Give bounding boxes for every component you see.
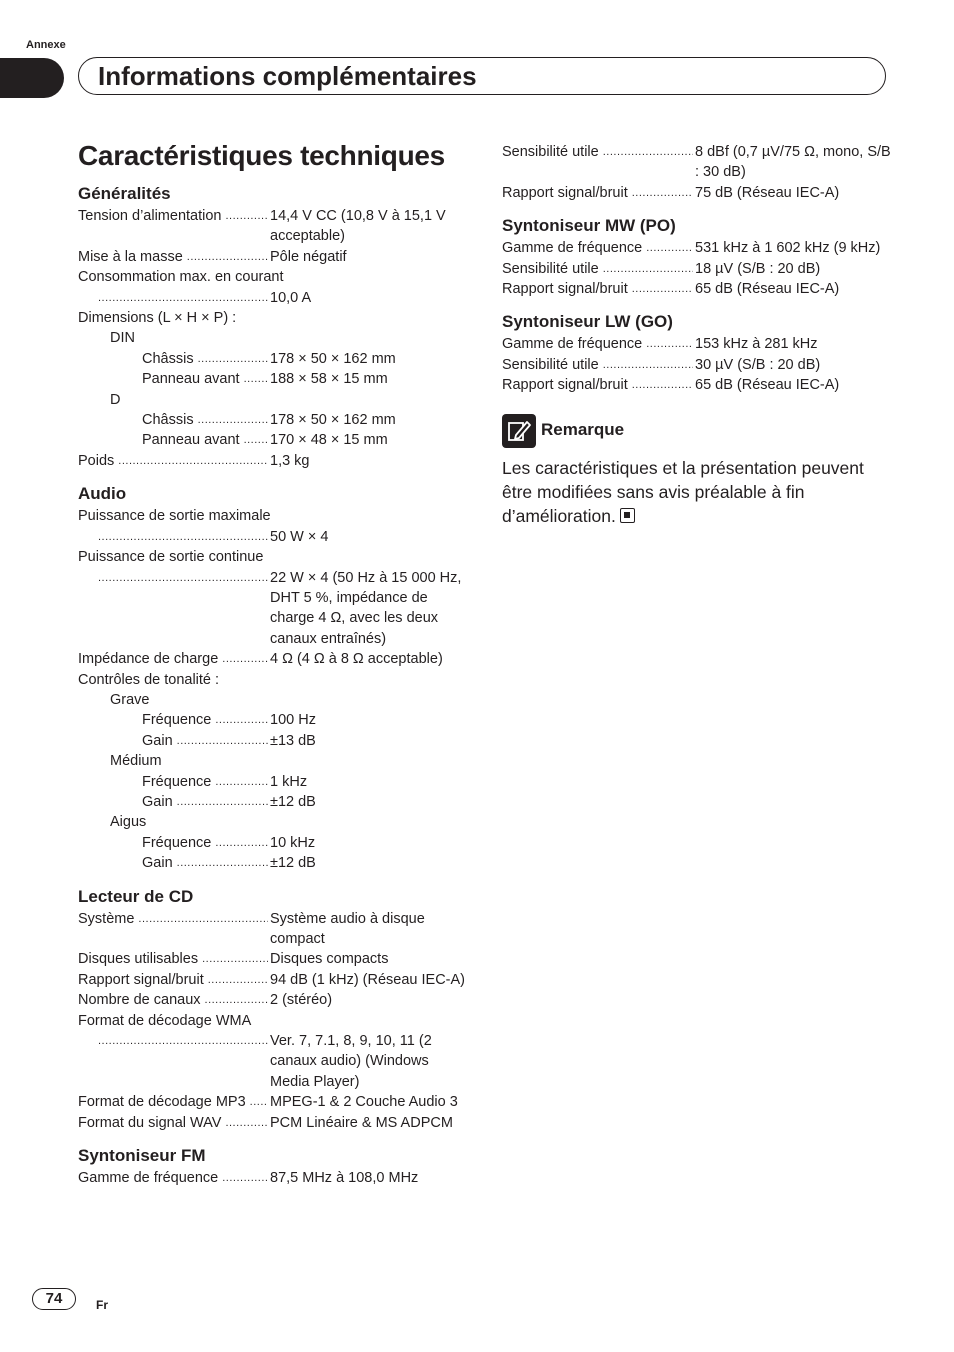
spec-label: Châssis <box>142 350 194 367</box>
spec-label: Gamme de fréquence <box>502 336 643 353</box>
spec-row <box>78 970 468 990</box>
spec-value: ±13 dB <box>270 732 316 749</box>
spec-value: 10 kHz <box>270 834 316 851</box>
spec-row <box>78 1168 468 1188</box>
dot-leader <box>118 451 268 471</box>
spec-label: Gain <box>142 732 173 749</box>
dot-leader <box>177 731 268 751</box>
dot-leader <box>98 568 268 588</box>
spec-row <box>78 833 468 853</box>
spec-row <box>78 308 468 328</box>
dot-leader <box>225 1113 268 1133</box>
spec-label: Format de décodage MP3 <box>78 1094 246 1111</box>
spec-value: Ver. 7, 7.1, 8, 9, 10, 11 (2 canaux audio) (Windows Media Player) <box>270 1033 432 1090</box>
spec-row <box>78 731 468 751</box>
spec-value: 178 × 50 × 162 mm <box>270 412 396 429</box>
dot-leader <box>632 375 693 395</box>
spec-row <box>502 238 892 258</box>
spec-row <box>78 812 468 832</box>
section-heading: Audio <box>78 484 127 504</box>
spec-value: 22 W × 4 (50 Hz à 15 000 Hz, DHT 5 %, impédance de charge 4 Ω, avec les deux canaux entraînés) <box>270 569 462 647</box>
spec-value: 100 Hz <box>270 712 316 729</box>
dot-leader <box>222 1168 268 1188</box>
spec-label: Médium <box>110 753 162 770</box>
note-text <box>502 456 872 528</box>
dot-leader <box>98 1031 268 1051</box>
spec-row <box>502 259 892 279</box>
spec-label: Contrôles de tonalité : <box>78 671 220 688</box>
spec-row <box>78 649 468 669</box>
dot-leader <box>177 792 268 812</box>
dot-leader <box>198 410 268 430</box>
spec-row <box>78 288 468 308</box>
dot-leader <box>603 142 693 162</box>
spec-row <box>78 568 468 650</box>
spec-value: 94 dB (1 kHz) (Réseau IEC-A) <box>270 971 466 988</box>
spec-row <box>78 527 468 547</box>
spec-row <box>78 328 468 348</box>
end-mark-icon <box>620 508 635 523</box>
spec-label: Dimensions (L × H × P) : <box>78 310 237 327</box>
spec-row <box>78 949 468 969</box>
spec-row <box>78 369 468 389</box>
spec-label: Fréquence <box>142 834 212 851</box>
section-heading: Généralités <box>78 184 171 203</box>
spec-label: D <box>110 391 121 408</box>
chapter-title: Informations complémentaires <box>98 61 477 91</box>
dot-leader <box>646 334 693 354</box>
spec-value: 153 kHz à 281 kHz <box>695 336 818 353</box>
spec-label: Gamme de fréquence <box>78 1170 219 1187</box>
spec-label: Panneau avant <box>142 432 240 449</box>
dot-leader <box>244 430 268 450</box>
spec-value: PCM Linéaire & MS ADPCM <box>270 1114 453 1131</box>
spec-label: Puissance de sortie maximale <box>78 508 271 525</box>
spec-value: 14,4 V CC (10,8 V à 15,1 V acceptable) <box>270 208 446 245</box>
spec-label: Poids <box>78 452 115 469</box>
dot-leader <box>646 238 693 258</box>
dot-leader <box>632 183 693 203</box>
spec-value: 8 dBf (0,7 µV/75 Ω, mono, S/B : 30 dB) <box>695 144 891 181</box>
spec-row <box>78 349 468 369</box>
spec-value: 170 × 48 × 15 mm <box>270 432 388 449</box>
spec-value: 30 µV (S/B : 20 dB) <box>695 356 821 373</box>
spec-value: Disques compacts <box>270 951 389 968</box>
spec-row <box>78 267 468 287</box>
spec-label: Disques utilisables <box>78 951 199 968</box>
spec-value: 531 kHz à 1 602 kHz (9 kHz) <box>695 240 881 257</box>
spec-row <box>78 909 468 950</box>
spec-value: 1 kHz <box>270 773 308 790</box>
spec-label: Consommation max. en courant <box>78 269 284 286</box>
spec-row <box>78 1092 468 1112</box>
spec-row <box>502 355 892 375</box>
spec-label: Aigus <box>110 814 147 831</box>
spec-value: 188 × 58 × 15 mm <box>270 371 388 388</box>
chapter-tab <box>0 58 64 98</box>
spec-row <box>78 247 468 267</box>
spec-label: DIN <box>110 330 135 347</box>
dot-leader <box>187 247 268 267</box>
dot-leader <box>250 1092 268 1112</box>
spec-row <box>78 410 468 430</box>
dot-leader <box>222 649 268 669</box>
spec-value: Pôle négatif <box>270 248 347 265</box>
dot-leader <box>215 710 268 730</box>
spec-row <box>502 279 892 299</box>
spec-row <box>502 375 892 395</box>
spec-label: Gamme de fréquence <box>502 240 643 257</box>
dot-leader <box>225 206 268 226</box>
specs-right-column <box>502 142 892 528</box>
dot-leader <box>198 349 268 369</box>
spec-label: Châssis <box>142 412 194 429</box>
spec-label: Fréquence <box>142 773 212 790</box>
spec-row <box>502 334 892 354</box>
specs-left-column <box>78 183 468 1188</box>
spec-row <box>78 792 468 812</box>
spec-label: Rapport signal/bruit <box>502 377 628 394</box>
spec-value: 50 W × 4 <box>270 528 329 545</box>
spec-label: Gain <box>142 793 173 810</box>
spec-value: 65 dB (Réseau IEC-A) <box>695 377 840 394</box>
spec-label: Rapport signal/bruit <box>78 971 204 988</box>
spec-row <box>78 506 468 526</box>
spec-label: Rapport signal/bruit <box>502 281 628 298</box>
note-header <box>502 414 892 448</box>
dot-leader <box>177 853 268 873</box>
spec-value: 1,3 kg <box>270 452 310 469</box>
spec-label: Système <box>78 910 135 927</box>
spec-label: Sensibilité utile <box>502 260 599 277</box>
spec-value: 4 Ω (4 Ω à 8 Ω acceptable) <box>270 651 443 668</box>
spec-label: Tension d’alimentation <box>78 208 222 224</box>
dot-leader <box>215 833 268 853</box>
spec-label: Format du signal WAV <box>78 1114 222 1131</box>
spec-row <box>78 206 468 247</box>
spec-value: 87,5 MHz à 108,0 MHz <box>270 1170 419 1187</box>
dot-leader <box>244 369 268 389</box>
spec-row <box>78 430 468 450</box>
dot-leader <box>98 288 268 308</box>
spec-row <box>78 751 468 771</box>
spec-row <box>502 183 892 203</box>
section-heading: Syntoniseur FM <box>78 1146 206 1166</box>
spec-value: MPEG-1 & 2 Couche Audio 3 <box>270 1094 458 1111</box>
spec-row <box>502 142 892 183</box>
dot-leader <box>202 949 268 969</box>
spec-row <box>78 710 468 730</box>
spec-value: ±12 dB <box>270 855 316 872</box>
spec-row <box>78 1011 468 1031</box>
dot-leader <box>208 970 268 990</box>
spec-label: Gain <box>142 855 173 872</box>
language-code: Fr <box>96 1298 108 1312</box>
section-heading: Syntoniseur MW (PO) <box>502 216 676 236</box>
spec-value: 18 µV (S/B : 20 dB) <box>695 260 821 277</box>
spec-row <box>78 451 468 471</box>
spec-row <box>78 772 468 792</box>
dot-leader <box>205 990 268 1010</box>
chapter-header <box>78 57 886 95</box>
dot-leader <box>632 279 693 299</box>
spec-value: 75 dB (Réseau IEC-A) <box>695 184 840 201</box>
dot-leader <box>215 772 268 792</box>
spec-row <box>78 690 468 710</box>
dot-leader <box>138 909 268 929</box>
spec-row <box>78 1113 468 1133</box>
section-heading: Syntoniseur LW (GO) <box>502 312 673 332</box>
spec-label: Mise à la masse <box>78 248 183 265</box>
page-title: Caractéristiques techniques <box>78 140 445 171</box>
spec-label: Sensibilité utile <box>502 144 599 160</box>
spec-label: Grave <box>110 691 150 708</box>
note-body: Les caractéristiques et la présentation peuvent être modifiées sans avis préalable à fin d’amélioration. <box>502 457 864 526</box>
spec-label: Nombre de canaux <box>78 992 201 1009</box>
spec-row <box>78 390 468 410</box>
dot-leader <box>603 259 693 279</box>
spec-row <box>78 547 468 567</box>
spec-value: 10,0 A <box>270 289 312 306</box>
spec-row <box>78 853 468 873</box>
spec-value: 178 × 50 × 162 mm <box>270 350 396 367</box>
spec-row <box>78 670 468 690</box>
spec-label: Format de décodage WMA <box>78 1012 252 1029</box>
specs-right-sections <box>502 142 892 396</box>
spec-value: ±12 dB <box>270 793 316 810</box>
spec-value: Système audio à disque compact <box>270 910 425 947</box>
pencil-note-icon <box>502 414 536 448</box>
note-title: Remarque <box>541 420 625 440</box>
spec-row <box>78 990 468 1010</box>
spec-label: Sensibilité utile <box>502 356 599 373</box>
spec-label: Fréquence <box>142 712 212 729</box>
spec-value: 65 dB (Réseau IEC-A) <box>695 281 840 298</box>
section-label: Annexe <box>26 39 66 51</box>
spec-row <box>78 1031 468 1092</box>
spec-value: 2 (stéréo) <box>270 992 333 1009</box>
spec-label: Impédance de charge <box>78 651 219 668</box>
spec-label: Panneau avant <box>142 371 240 388</box>
spec-label: Rapport signal/bruit <box>502 184 628 201</box>
dot-leader <box>603 355 693 375</box>
page-number: 74 <box>32 1288 76 1310</box>
spec-label: Puissance de sortie continue <box>78 549 264 566</box>
dot-leader <box>98 527 268 547</box>
section-heading: Lecteur de CD <box>78 886 194 906</box>
